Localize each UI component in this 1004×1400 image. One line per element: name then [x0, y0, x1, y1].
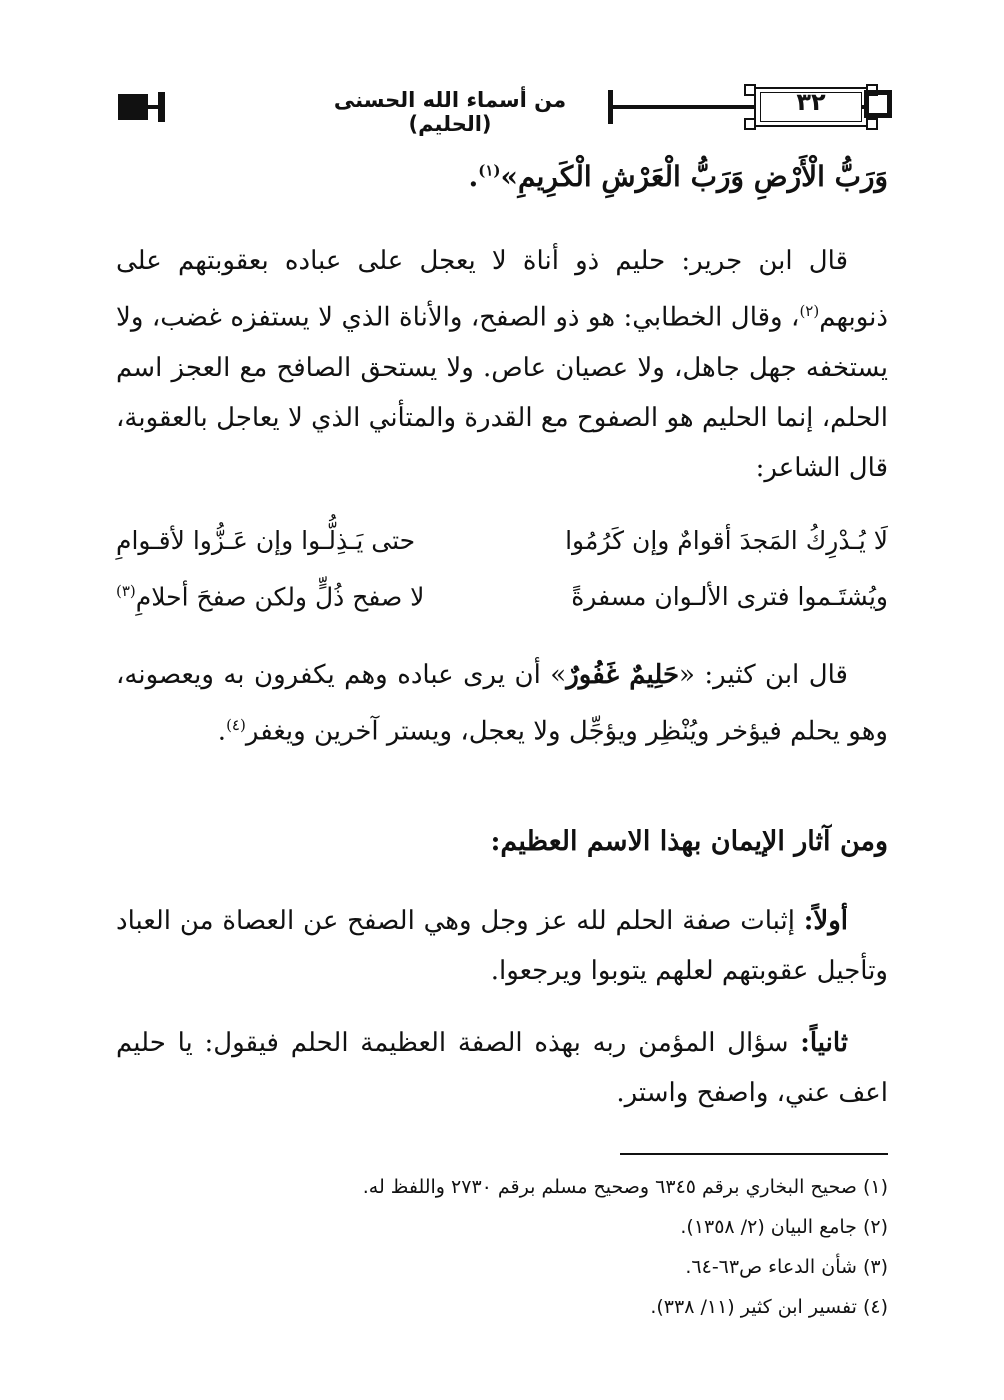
paragraph-text: قال ابن جرير: حليم ذو أناة لا يعجل على عباده بعقوبتهم على ذنوبهم — [116, 246, 888, 333]
header-right-square — [864, 90, 892, 118]
point-label: ثانياً: — [800, 1028, 848, 1058]
header-title: من أسماء الله الحسنى (الحليم) — [333, 88, 567, 136]
point-first — [116, 896, 888, 996]
paragraph-end: . — [217, 716, 227, 747]
poem-hemistich: ويُشتَـموا فترى الألـوان مسفرةً — [571, 582, 888, 611]
footnote-ref: (٢) — [799, 302, 820, 320]
paragraph-text: » أن يرى عباده وهم يكفرون به ويعصونه، وهو يحلم فيؤخر ويُنْظِر ويؤجِّل ولا يعجل، ويستر آخرين ويغفر — [116, 660, 888, 747]
poem-line — [116, 582, 888, 628]
footnote: (٤) تفسير ابن كثير (١١/ ٣٣٨). — [650, 1296, 888, 1318]
verse-text: وَرَبُّ الْأَرْضِ وَرَبُّ الْعَرْشِ الْكَرِيمِ» — [500, 160, 888, 193]
footnote: (٢) جامع البيان (٢/ ١٣٥٨). — [680, 1216, 888, 1238]
poem-hemistich-text: لا صفح ذُلٍّ ولكن صفحَ أحلامِ — [135, 582, 425, 612]
footnote-divider — [620, 1153, 888, 1155]
point-text: سؤال المؤمن ربه بهذه الصفة العظيمة الحلم فيقول: يا حليم اعف عني، واصفح واستر. — [116, 1028, 888, 1108]
footnote-ref: (٣) — [116, 582, 136, 600]
poem-hemistich-with-ref — [116, 582, 424, 611]
header-left-bar — [158, 92, 165, 122]
page-header — [112, 84, 892, 136]
section-heading: ومن آثار الإيمان بهذا الاسم العظيم: — [490, 826, 888, 857]
point-text: إثبات صفة الحلم لله عز وجل وهي الصفح عن العصاة من العباد وتأجيل عقوبتهم لعلهم يتوبوا ويرجعوا. — [116, 906, 888, 986]
quoted-names: حَلِيمٌ غَفُورٌ — [566, 660, 680, 690]
poem-line — [116, 526, 888, 572]
paragraph-text: ، وقال الخطابي: هو ذو الصفح، والأناة الذي لا يستفزه غضب، ولا يستخفه جهل جاهل، ولا عصيان عاص. ولا يستحق الصافح مع العجز اسم الحلم، إنما الحليم هو الصفوح مع القدرة والمتأني الذي لا يعاجل بالعقوبة، قال الشاعر: — [116, 302, 888, 483]
poem-hemistich: لَا يُـدْرِكُ المَجدَ أقوامٌ وإن كَرُمُوا — [565, 526, 888, 555]
paragraph-text: قال ابن كثير: « — [679, 660, 848, 690]
paragraph-ibn-kathir — [116, 650, 888, 757]
paragraph-tabari-khattabi — [116, 236, 888, 493]
frame-corner-ornament — [866, 118, 878, 130]
page-number: ٣٢ — [796, 88, 826, 116]
quran-verse — [116, 160, 888, 193]
footnote: (١) صحيح البخاري برقم ٦٣٤٥ وصحيح مسلم برقم ٢٧٣٠ واللفظ له. — [362, 1176, 888, 1198]
footnote-ref: (٤) — [226, 716, 246, 734]
footnote-ref: (١) — [478, 161, 501, 180]
header-rule — [148, 105, 158, 109]
frame-corner-ornament — [744, 118, 756, 130]
footnote: (٣) شأن الدعاء ص٦٣-٦٤. — [685, 1256, 888, 1278]
header-left-square — [118, 94, 148, 120]
frame-corner-ornament — [744, 84, 756, 96]
point-label: أولاً: — [803, 906, 848, 936]
verse-end: . — [468, 160, 479, 193]
poem-hemistich: حتى يَـذِلُّـوا وإن عَـزُّوا لأقـوامِ — [116, 526, 416, 555]
point-second — [116, 1018, 888, 1118]
